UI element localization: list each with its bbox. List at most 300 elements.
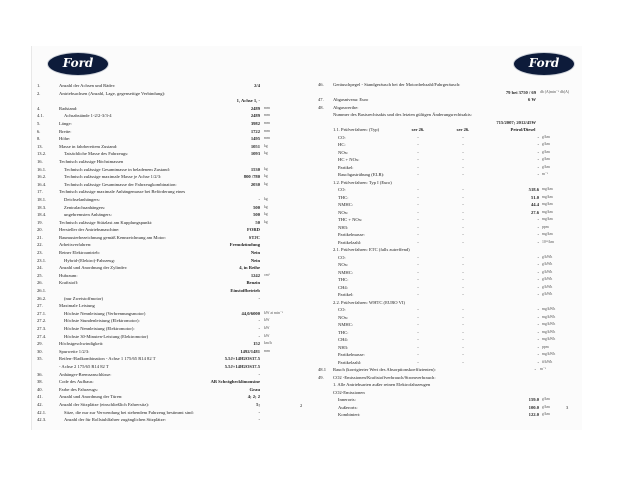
- row-unit: kg: [264, 196, 268, 201]
- row-value: 6 W: [528, 97, 536, 102]
- row-value: 715/2007; 2012/45W: [496, 119, 536, 125]
- spec-row: [32, 302, 308, 310]
- test-procedure-header: [308, 179, 582, 187]
- row-label: Hubraum:: [59, 272, 78, 278]
- row-number: 27.3.: [37, 326, 47, 331]
- row-value: -: [537, 322, 539, 327]
- row-cell: -: [417, 202, 419, 207]
- row-label: Geräuschpegel - Standgeräusch bei der Motordrehzahl/Fahrgeräusch:: [333, 82, 461, 87]
- spec-row: [32, 226, 308, 234]
- row-label: Abgaswerthe:: [333, 104, 359, 110]
- row-cell: -: [462, 269, 464, 275]
- row-label: Anzahl und Anordnung der Türen:: [59, 394, 123, 400]
- row-label: Kraftstoff:: [59, 280, 79, 286]
- row-value: -: [537, 292, 539, 297]
- row-label: CO2-Emissionen: [333, 389, 365, 395]
- spec-row: [308, 96, 582, 104]
- ford-logo: Ford: [47, 52, 109, 76]
- spec-row: [32, 363, 308, 371]
- spec-row: [308, 81, 582, 89]
- row-number: 13.: [37, 143, 43, 149]
- row-label: Baumusterbezeichnung gemäß Kennzeichnung am Motor:: [59, 234, 167, 240]
- row-label: Spurweite 1/2/3:: [59, 348, 90, 354]
- row-unit: #/kWh: [542, 359, 553, 364]
- row-label: CO:: [338, 254, 346, 260]
- row-unit: g/kWh: [542, 284, 553, 289]
- row-label: THC:: [338, 329, 349, 335]
- row-value: 518.6: [528, 187, 539, 192]
- row-cell: -: [417, 284, 419, 290]
- row-value: Nein: [250, 257, 260, 263]
- row-unit: kg: [264, 174, 268, 179]
- spec-list-left: [32, 82, 308, 424]
- row-value: -: [537, 224, 539, 230]
- spec-row: [32, 143, 308, 151]
- spec-row: [308, 104, 582, 112]
- row-value: 1530: [250, 166, 260, 172]
- spec-row: [308, 254, 582, 262]
- spec-row: [32, 340, 308, 348]
- row-value: -: [537, 344, 539, 350]
- row-label: HC:: [338, 142, 346, 147]
- row-number: 24.: [37, 265, 43, 271]
- row-cell: -: [417, 277, 419, 282]
- row-number: 16.1.: [37, 166, 47, 172]
- spec-row: [32, 219, 308, 227]
- row-value: -: [537, 217, 539, 222]
- test-procedure-header: [308, 299, 582, 307]
- spec-row: [308, 411, 582, 419]
- spec-row: [32, 272, 308, 280]
- row-cell: -: [462, 157, 464, 162]
- row-cell: -: [462, 292, 464, 297]
- row-cell: -: [462, 344, 464, 350]
- row-value: 5.5J×14H2OS37.5: [224, 363, 260, 369]
- row-unit: g/km: [542, 412, 550, 416]
- row-unit: mg/kWh: [542, 352, 556, 356]
- spec-row: [32, 378, 308, 386]
- row-cell: -: [417, 307, 419, 312]
- row-label: Partikel:: [338, 164, 354, 170]
- column-header: ser 26.: [456, 127, 470, 132]
- row-label: CH4:: [338, 337, 348, 342]
- spec-row: [32, 386, 308, 394]
- spec-row: [32, 371, 308, 379]
- row-unit: g/km: [542, 134, 550, 139]
- spec-row: [308, 284, 582, 292]
- row-value: 2489: [250, 113, 260, 119]
- spec-row: [32, 249, 308, 257]
- row-number: 26.2.: [37, 295, 47, 301]
- row-value: -: [537, 164, 539, 170]
- row-number: 4.1.: [37, 113, 44, 119]
- ford-logo: Ford: [513, 52, 575, 76]
- row-label: Deichselanhängers:: [64, 196, 100, 202]
- row-unit: kW: [264, 326, 270, 330]
- row-cell: -: [417, 194, 419, 200]
- spec-row: [32, 173, 308, 181]
- row-label: Technisch zulässige maximale Masse je Achse 1/2/3:: [64, 174, 162, 180]
- spec-row: [308, 239, 582, 247]
- row-number: 40.: [37, 386, 43, 392]
- row-unit: g/km: [542, 149, 550, 154]
- row-cell: -: [462, 262, 464, 267]
- spec-row: [308, 329, 582, 337]
- row-label: Antriebsachsen (Anzahl, Lage, gegenseitige Verbindung):: [59, 90, 166, 96]
- spec-row: [308, 111, 582, 119]
- spec-row: [308, 404, 582, 412]
- row-label: Hybrid-(Elektro)-Fahrzeug:: [64, 257, 116, 263]
- row-label: NOx:: [338, 149, 349, 155]
- spec-row: [32, 355, 308, 363]
- row-cell: -: [417, 172, 419, 177]
- row-cell: -: [417, 359, 419, 365]
- row-value: -: [258, 417, 260, 423]
- row-cell: -: [462, 352, 464, 357]
- row-unit: mm: [264, 113, 270, 118]
- row-number: 23.: [37, 250, 43, 256]
- row-unit: mg/km: [542, 217, 553, 221]
- row-unit: g/km: [542, 164, 550, 169]
- spec-row: [32, 112, 308, 120]
- row-unit: g/km: [542, 157, 550, 161]
- row-number: 36.: [37, 371, 43, 377]
- row-label: 2.1. Prüfverfahren: ETC (falls zutreffend): [333, 247, 410, 252]
- spec-row: [308, 186, 582, 194]
- spec-row: [32, 257, 308, 265]
- spec-row: [308, 156, 582, 164]
- row-value: Benzin: [246, 280, 260, 286]
- row-label: NMHC:: [338, 322, 354, 327]
- row-cell: -: [462, 217, 464, 222]
- row-unit: mm: [264, 120, 270, 125]
- spec-row: [308, 149, 582, 157]
- row-value: -: [258, 295, 260, 301]
- row-unit: kW: [264, 333, 270, 338]
- row-value: Nein: [250, 250, 260, 256]
- row-number: 16.4.: [37, 181, 47, 187]
- spec-row: [32, 241, 308, 249]
- row-label: Tatsächliche Masse des Fahrzeugs:: [64, 151, 129, 157]
- row-number: 4.: [37, 105, 41, 111]
- row-value: -: [258, 326, 260, 331]
- row-value: -: [537, 307, 539, 312]
- row-value: AB Schräghecklimousine: [210, 379, 260, 385]
- row-value: 44.4: [530, 202, 539, 207]
- spec-row: [32, 158, 308, 166]
- row-value: 79 bei 3750 / 69: [505, 89, 536, 95]
- row-number: 19.: [37, 219, 43, 225]
- row-cell: -: [462, 187, 464, 192]
- row-value: -: [537, 134, 539, 140]
- row-label: Partikelmasse:: [338, 352, 365, 357]
- row-value: STJC: [248, 234, 260, 240]
- row-value: 3982: [250, 120, 260, 126]
- row-unit: km/h: [264, 341, 272, 346]
- row-number: 1.: [37, 83, 41, 88]
- row-label: 1. Alle Antriebsarten außer reinen Elektrofahrzeugen: [333, 382, 431, 387]
- row-cell: -: [417, 224, 419, 230]
- row-value: -: [537, 232, 539, 237]
- row-cell: -: [417, 314, 419, 320]
- row-cell: -: [417, 149, 419, 155]
- row-unit: mg/km: [542, 187, 553, 191]
- row-number: 26.: [37, 280, 43, 286]
- row-label: CH4:: [338, 284, 348, 290]
- row-value: 159.0: [528, 397, 539, 402]
- row-unit: 10¹¹/km: [542, 239, 554, 244]
- spec-row: [308, 224, 582, 232]
- row-unit: mm: [264, 128, 270, 133]
- row-number: 18.4.: [37, 212, 47, 218]
- page-number: 3: [566, 405, 569, 410]
- row-value: -: [537, 262, 539, 267]
- row-unit: mg/km: [542, 194, 553, 199]
- row-label: Reiner Elektroantrieb:: [59, 250, 100, 256]
- row-number: 27.4.: [37, 333, 47, 339]
- row-value: 1492/1481: [240, 348, 260, 354]
- row-value: -: [258, 318, 260, 324]
- row-value: Grau: [249, 386, 260, 392]
- row-value: -: [258, 196, 260, 202]
- spec-row: [308, 359, 582, 367]
- row-label: Höhe:: [59, 136, 71, 142]
- row-cell: -: [417, 209, 419, 215]
- row-cell: -: [417, 157, 419, 162]
- row-cell: -: [417, 254, 419, 260]
- spec-row: [32, 150, 308, 158]
- row-number: 20.: [37, 227, 43, 233]
- spec-row: [308, 366, 582, 374]
- row-unit: mg/km: [542, 202, 553, 206]
- row-value: 100.0: [528, 404, 539, 410]
- row-value: Einstoffbetrieb: [230, 288, 260, 294]
- row-label: Höchste 30-Minuten-Leistung (Elektromotor): [64, 333, 149, 339]
- row-label: Abgasniveau: Euro: [333, 97, 369, 102]
- row-label: Partikelzahl:: [338, 239, 362, 245]
- spec-row: [308, 194, 582, 202]
- row-value: -: [537, 329, 539, 335]
- row-value: -: [537, 284, 539, 290]
- row-cell: -: [462, 359, 464, 365]
- spec-row: [308, 291, 582, 299]
- row-value: 5;: [256, 401, 260, 407]
- row-value: -: [258, 371, 260, 377]
- row-label: Technisch zulässige Gesamtmasse der Fahrzeugkombination:: [64, 181, 177, 187]
- row-cell: -: [417, 134, 419, 140]
- row-cell: -: [417, 292, 419, 297]
- row-unit: mg/km: [542, 209, 553, 214]
- row-label: Partikelzahl:: [338, 359, 362, 365]
- row-cell: -: [462, 149, 464, 155]
- row-unit: ppm: [542, 224, 549, 229]
- row-number: 27.1.: [37, 310, 47, 316]
- row-cell: -: [417, 164, 419, 170]
- row-unit: g/kWh: [542, 292, 553, 296]
- spec-row: [308, 134, 582, 142]
- row-cell: -: [462, 314, 464, 320]
- row-value: -: [537, 172, 539, 177]
- row-unit: g/kWh: [542, 269, 553, 274]
- spec-row: [308, 374, 582, 382]
- row-unit: g/kWh: [542, 277, 553, 281]
- row-label: Partikelmasse:: [338, 232, 365, 237]
- row-number: 22.: [37, 242, 43, 248]
- spec-row: [308, 209, 582, 217]
- row-cell: -: [417, 269, 419, 275]
- row-unit: kW: [264, 318, 270, 323]
- spec-row: [32, 416, 308, 424]
- row-number: 5.: [37, 120, 41, 126]
- row-number: 30.: [37, 348, 43, 354]
- spec-row: [308, 381, 582, 389]
- spec-row: [32, 325, 308, 333]
- row-unit: mg/kWh: [542, 314, 556, 319]
- spec-row: [32, 401, 308, 409]
- row-number: 48.1: [318, 367, 327, 372]
- spec-row: [32, 287, 308, 295]
- row-label: Radstand:: [59, 105, 78, 111]
- row-label: THC:: [338, 277, 349, 282]
- row-label: Außerorts:: [338, 404, 358, 410]
- row-unit: g/kWh: [542, 262, 553, 266]
- spec-row: [32, 348, 308, 356]
- row-label: Anzahl der Sitzplätze (einschließlich Fahrersitz):: [59, 401, 150, 407]
- row-cell: -: [462, 329, 464, 335]
- row-label: Technisch zulässige Stützlast am Kupplungspunkt:: [59, 219, 153, 225]
- spec-row: [308, 276, 582, 284]
- row-label: (nur Zweistoffmotor): [64, 295, 104, 301]
- spec-row: [308, 351, 582, 359]
- row-label: CO:: [338, 187, 346, 192]
- spec-row: [32, 317, 308, 325]
- row-label: Technisch zulässige Höchstmassen: [59, 158, 124, 164]
- row-label: NMHC:: [338, 202, 354, 207]
- row-label: NOx:: [338, 209, 349, 215]
- row-label: THC + NOx:: [338, 217, 363, 222]
- spec-row: [308, 201, 582, 209]
- row-label: Höchste Nennleistung (Verbrennungsmotor): [64, 310, 146, 316]
- row-cell: -: [417, 337, 419, 342]
- row-cell: -: [417, 262, 419, 267]
- row-value: -: [537, 277, 539, 282]
- row-cell: -: [462, 134, 464, 140]
- row-number: 23.1.: [37, 257, 47, 263]
- row-value: -: [537, 352, 539, 357]
- row-label: Anzahl der für Rollstuhlfahrer zugänglichen Sitzplätze:: [64, 417, 166, 423]
- row-label: Kombiniert:: [338, 412, 361, 417]
- row-number: 25.: [37, 272, 43, 278]
- row-value: -: [537, 157, 539, 162]
- row-cell: -: [417, 232, 419, 237]
- spec-row: [308, 231, 582, 239]
- row-label: Rauchgastrübung (ELR):: [338, 172, 385, 177]
- row-label: NOx:: [338, 314, 349, 320]
- row-number: 49.: [318, 374, 324, 380]
- row-cell: -: [462, 202, 464, 207]
- row-cell: -: [417, 142, 419, 147]
- spec-row: [32, 409, 308, 417]
- spec-row: [32, 181, 308, 189]
- row-label: Technisch zulässige maximale Anhängemasse bei Beförderung eines: [59, 189, 186, 195]
- row-unit: g/km: [542, 397, 550, 401]
- row-cell: -: [462, 142, 464, 147]
- row-number: 29.: [37, 341, 43, 347]
- spec-row: [32, 97, 308, 105]
- row-cell: -: [462, 307, 464, 312]
- row-label: 1.2. Prüfverfahren: Typ I (Euro): [333, 179, 392, 185]
- row-value: 1722: [250, 128, 260, 134]
- row-cell: -: [462, 239, 464, 245]
- row-number: 18.3.: [37, 204, 47, 210]
- row-cell: -: [462, 337, 464, 342]
- spec-row: [32, 90, 308, 98]
- row-value: FORD: [246, 227, 260, 233]
- spec-row: [32, 82, 308, 90]
- spec-row: [32, 393, 308, 401]
- document-page-right: [308, 46, 582, 430]
- row-unit: m⁻¹: [542, 172, 549, 176]
- row-value: 1495: [250, 136, 260, 142]
- row-value: 1093: [250, 151, 260, 157]
- row-number: 27.: [37, 303, 43, 309]
- row-unit: kg: [264, 204, 268, 209]
- row-label: Anhänger-Bremsanschlüsse:: [59, 371, 112, 377]
- row-unit: mg/km: [542, 232, 553, 236]
- row-value: 2030: [250, 181, 260, 187]
- spec-row: [308, 389, 582, 397]
- spec-row: [308, 141, 582, 149]
- row-label: Anzahl und Anordnung der Zylinder:: [59, 265, 128, 271]
- spec-row: [308, 171, 582, 179]
- row-unit: mm: [264, 348, 270, 353]
- row-cell: -: [417, 344, 419, 350]
- row-label: NMHC:: [338, 269, 354, 275]
- row-number: 27.2.: [37, 318, 47, 324]
- row-value: -: [537, 314, 539, 320]
- spec-row: [32, 196, 308, 204]
- row-label: ungebremsten Anhängers:: [64, 212, 112, 218]
- row-label: Arbeitsverfahren:: [59, 242, 92, 248]
- spec-row: [308, 89, 582, 97]
- row-value: 44,0/6000: [241, 310, 260, 316]
- row-label: Masse in fahrbereitem Zustand:: [59, 143, 118, 149]
- row-cell: -: [417, 187, 419, 192]
- row-cell: -: [462, 254, 464, 260]
- row-unit: kg: [264, 212, 268, 217]
- row-label: Partikel:: [338, 292, 354, 297]
- row-label: CO:: [338, 134, 346, 140]
- row-value: 500: [253, 204, 260, 210]
- row-value: -: [258, 409, 260, 415]
- row-unit: mg/kWh: [542, 337, 556, 341]
- row-number: 48.: [318, 104, 324, 110]
- row-unit: m⁻¹: [540, 367, 547, 371]
- row-number: 6.: [37, 128, 41, 134]
- row-cell: -: [462, 194, 464, 200]
- document-page-left: [32, 46, 308, 430]
- spec-row: [32, 120, 308, 128]
- row-label: Sitze, die nur zur Verwendung bei stehendem Fahrzeug bestimmt sind:: [64, 409, 194, 415]
- row-unit: g/km: [542, 404, 550, 409]
- row-unit: mg/kWh: [542, 322, 556, 326]
- spec-row: [308, 396, 582, 404]
- row-unit: kg: [264, 181, 268, 186]
- row-number: 35.: [37, 356, 43, 362]
- row-cell: -: [417, 239, 419, 245]
- row-value: 2489: [250, 105, 260, 111]
- row-label: Nummer des Basisrechtsakts und des letzten gültigen Änderungsrechtsakts:: [333, 112, 472, 117]
